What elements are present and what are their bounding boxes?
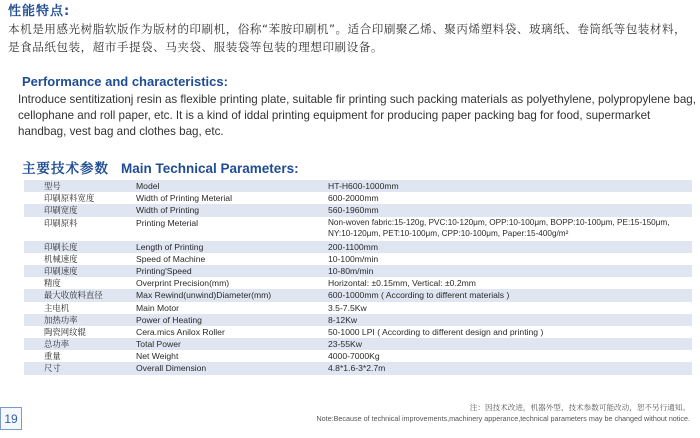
table-row (24, 241, 692, 253)
param-name-cn: 总功率 (44, 339, 70, 350)
param-value: 600-2000mm (328, 193, 379, 204)
param-value: Horizontal: ±0.15mm, Vertical: ±0.2mm (328, 278, 476, 289)
param-value: 8-12Kw (328, 314, 358, 325)
param-value: Non-woven fabric:15-120g, PVC:10-120μm, OPP:10-100μm, BOPP:10-100μm, PE:15-150μm, NY:10-120μm, PET:10-100μm, CPP:10-100μm, Paper:15-400g/m² (328, 217, 670, 238)
param-name-en: Max Rewind(unwind)Diameter(mm) (136, 290, 272, 301)
parameters-table (24, 180, 692, 375)
param-name-cn: 印刷长度 (44, 241, 78, 252)
param-value: HT-H600-1000mm (328, 181, 399, 191)
param-name-en: Model (136, 181, 160, 191)
param-name-cn: 主电机 (44, 302, 70, 313)
param-name-cn: 加热功率 (44, 314, 78, 325)
parameters-title-en: Main Technical Parameters: (121, 161, 299, 176)
param-name-cn: 精度 (44, 278, 61, 289)
features-text-en: Introduce sentitizationj resin as flexible printing plate, suitable fir printing such packing materials as polyethylene, polypropylene bag, cellophane and roll paper, etc. It is a kind of iddal printing equipment for producing paper packing bag for food, supermarket handbag, vest bag and clothes bag, etc. (18, 93, 696, 138)
table-row (24, 217, 692, 241)
param-name-cn: 重量 (44, 351, 61, 362)
page-number: 19 (0, 407, 22, 430)
param-name-en: Printing'Speed (136, 265, 192, 276)
param-name-cn: 最大收放料直径 (44, 290, 103, 301)
param-value: 50-1000 LPI ( According to different design and printing ) (328, 326, 544, 337)
table-row (24, 302, 692, 314)
table-row (24, 192, 692, 204)
table-row (24, 338, 692, 350)
param-value: 3.5-7.5Kw (328, 302, 367, 313)
parameters-title-cn: 主要技术参数 (22, 161, 109, 177)
param-name-cn: 陶瓷网纹辊 (44, 326, 86, 337)
table-row (24, 180, 692, 192)
features-text-cn: 本机是用感光树脂软版作为版材的印刷机，俗称“苯胺印刷机”。适合印刷聚乙烯、聚丙烯塑料袋、玻璃纸、卷筒纸等包装材料，是食品纸包装，超市手提袋、马夹袋、服装袋等包装的理想印刷设备。 (8, 22, 687, 54)
table-row (24, 326, 692, 338)
param-name-en: Width of Printing Meterial (136, 193, 232, 204)
param-value: 4000-7000Kg (328, 351, 380, 362)
parameters-heading (22, 157, 299, 177)
param-value: 560-1960mm (328, 205, 379, 216)
param-name-en: Length of Printing (136, 241, 204, 252)
param-name-cn: 印刷速度 (44, 265, 78, 276)
table-row (24, 289, 692, 301)
param-name-cn: 印刷宽度 (44, 205, 78, 216)
footer-note-en: Note:Because of technical improvements,machinery apperance,technical parameters may be changed without notice. (316, 414, 690, 423)
param-name-cn: 印刷原料 (44, 217, 78, 228)
table-row (24, 362, 692, 374)
param-value: 10-80m/min (328, 265, 374, 276)
param-value: 600-1000mm ( According to different materials ) (328, 290, 510, 301)
param-name-cn: 型号 (44, 181, 61, 191)
param-name-en: Power of Heating (136, 314, 202, 325)
param-name-en: Overall Dimension (136, 363, 207, 374)
features-title-cn: 性能特点: (8, 4, 71, 19)
param-name-en: Width of Printing (136, 205, 200, 216)
footer-note-cn: 注：因技术改进，机器外型、技术参数可能改动，恕不另行通知。 (469, 403, 690, 412)
param-name-en: Printing Meterial (136, 217, 199, 228)
features-title-en: Performance and characteristics: (22, 74, 228, 89)
table-row (24, 253, 692, 265)
table-row (24, 204, 692, 216)
table-row (24, 277, 692, 289)
param-name-en: Main Motor (136, 302, 179, 313)
param-value: 23-55Kw (328, 339, 362, 350)
table-row (24, 350, 692, 362)
param-name-cn: 尺寸 (44, 363, 61, 374)
param-value: 4.8*1.6-3*2.7m (328, 363, 386, 374)
param-name-en: Cera.mics Anilox Roller (136, 326, 225, 337)
param-name-en: Speed of Machine (136, 253, 206, 264)
param-name-cn: 印刷原料宽度 (44, 193, 95, 204)
param-value: 10-100m/min (328, 253, 379, 264)
table-row (24, 314, 692, 326)
param-name-en: Overprint Precision(mm) (136, 278, 230, 289)
table-row (24, 265, 692, 277)
param-name-cn: 机械速度 (44, 253, 78, 264)
param-name-en: Net Weight (136, 351, 179, 362)
param-name-en: Total Power (136, 339, 181, 350)
param-value: 200-1100mm (328, 241, 378, 252)
